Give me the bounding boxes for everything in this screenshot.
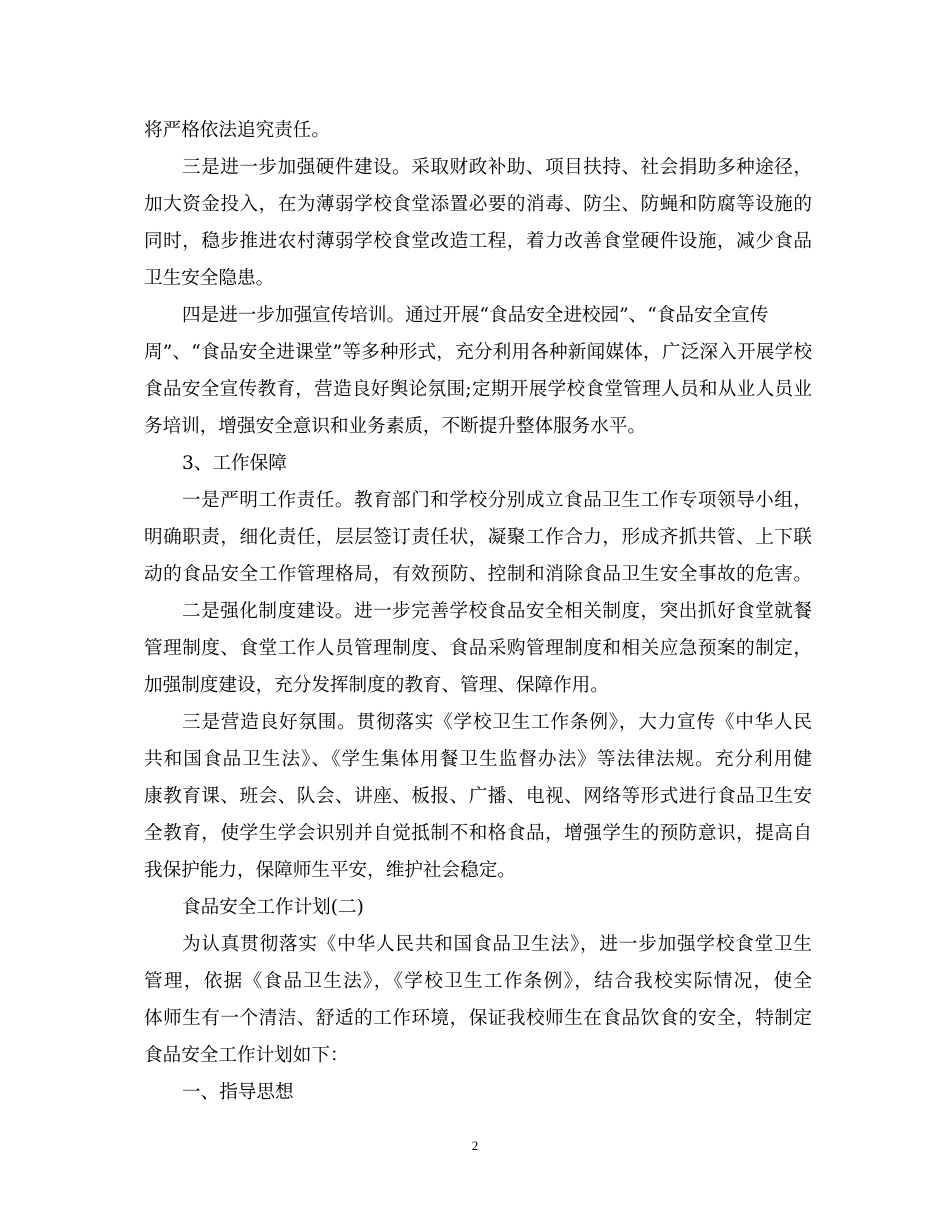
text-line: 同时，稳步推进农村薄弱学校食堂改造工程，着力改善食堂硬件设施，减少食品 xyxy=(144,231,812,252)
paragraph-line: 四是进一步加强宣传培训。通过开展“食品安全进校园”、“食品安全宣传 xyxy=(182,305,769,326)
text-line: 食品安全宣传教育，营造良好舆论氛围;定期开展学校食堂管理人员和从业人员业 xyxy=(144,379,812,400)
text-line: 康教育课、班会、队会、讲座、板报、广播、电视、网络等形式进行食品卫生安 xyxy=(144,786,812,807)
paragraph-line: 一是严明工作责任。教育部门和学校分别成立食品卫生工作专项领导小组， xyxy=(182,490,812,511)
text-line: 周”、“食品安全进课堂”等多种形式，充分利用各种新闻媒体，广泛深入开展学校 xyxy=(144,342,812,363)
section-heading: 3、工作保障 xyxy=(182,453,287,474)
text-line: 体师生有一个清洁、舒适的工作环境，保证我校师生在食品饮食的安全，特制定 xyxy=(144,1008,812,1029)
text-line: 卫生安全隐患。 xyxy=(144,268,275,289)
paragraph-line: 二是强化制度建设。进一步完善学校食品安全相关制度，突出抓好食堂就餐 xyxy=(182,601,812,622)
paragraph-line: 三是营造良好氛围。贯彻落实《学校卫生工作条例》，大力宣传《中华人民 xyxy=(182,712,812,733)
text-line: 管理，依据《食品卫生法》，《学校卫生工作条例》，结合我校实际情况，使全 xyxy=(144,971,812,992)
text-line: 动的食品安全工作管理格局，有效预防、控制和消除食品卫生安全事故的危害。 xyxy=(144,564,812,585)
paragraph-line: 为认真贯彻落实《中华人民共和国食品卫生法》，进一步加强学校食堂卫生 xyxy=(182,934,812,955)
paragraph-line: 三是进一步加强硬件建设。采取财政补助、项目扶持、社会捐助多种途径， xyxy=(182,157,812,178)
text-line: 明确职责，细化责任，层层签订责任状，凝聚工作合力，形成齐抓共管、上下联 xyxy=(144,527,812,548)
page-number: 2 xyxy=(471,1138,479,1153)
text-line: 加强制度建设，充分发挥制度的教育、管理、保障作用。 xyxy=(144,675,609,696)
text-line: 全教育，使学生学会识别并自觉抵制不和格食品，增强学生的预防意识，提高自 xyxy=(144,823,812,844)
text-line: 共和国食品卫生法》、《学生集体用餐卫生监督办法》等法律法规。充分利用健 xyxy=(144,749,812,770)
text-line: 食品安全工作计划如下： xyxy=(144,1045,349,1066)
text-line: 将严格依法追究责任。 xyxy=(144,120,330,141)
section-heading: 食品安全工作计划(二) xyxy=(182,897,364,918)
document-body xyxy=(144,112,812,1111)
text-line: 我保护能力，保障师生平安，维护社会稳定。 xyxy=(144,860,516,881)
section-heading: 一、指导思想 xyxy=(182,1082,294,1103)
text-line: 务培训，增强安全意识和业务素质，不断提升整体服务水平。 xyxy=(144,416,647,437)
text-line: 加大资金投入，在为薄弱学校食堂添置必要的消毒、防尘、防蝇和防腐等设施的 xyxy=(144,194,812,215)
text-line: 管理制度、食堂工作人员管理制度、食品采购管理制度和相关应急预案的制定， xyxy=(144,638,812,659)
